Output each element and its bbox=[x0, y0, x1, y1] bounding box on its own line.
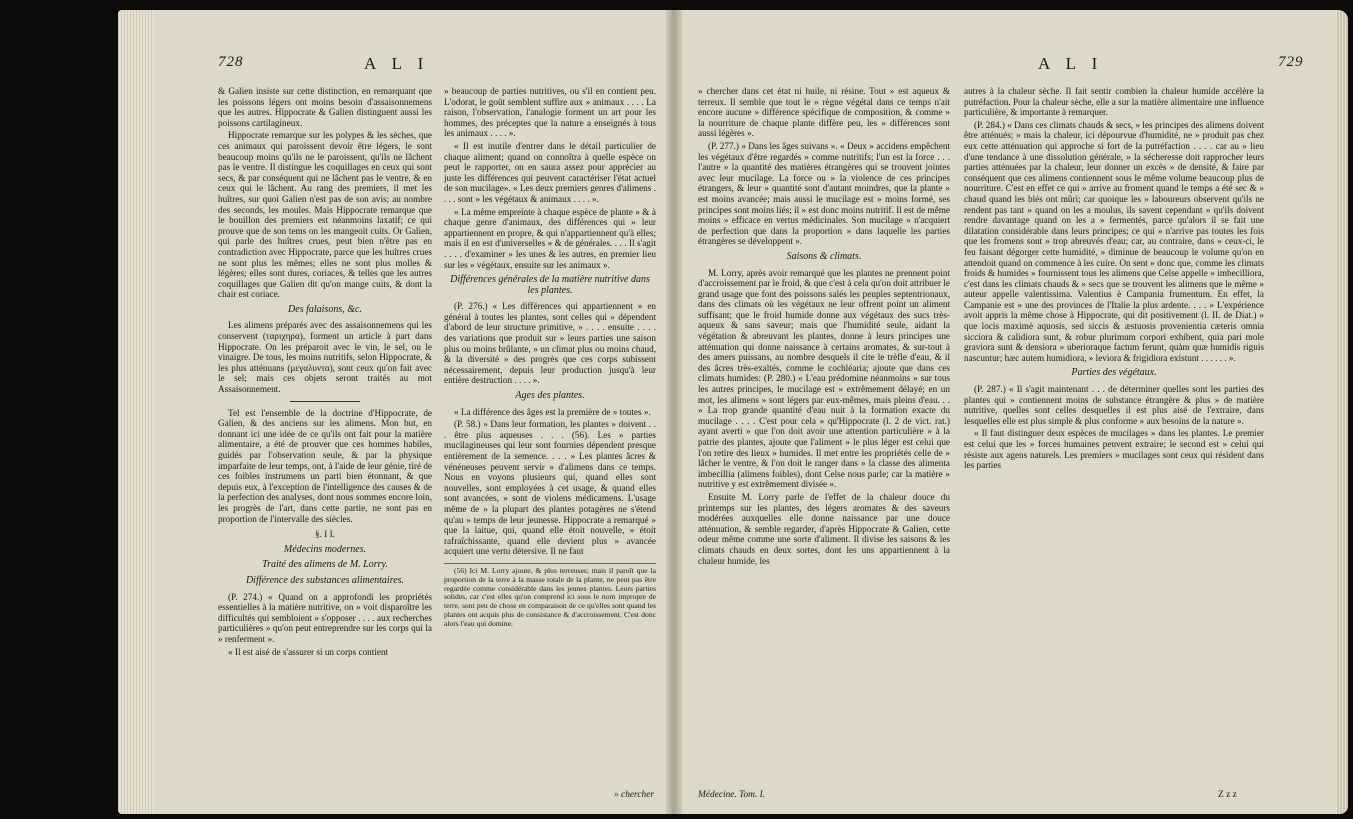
paragraph: Les alimens préparés avec des assaisonnemens qui les conservent (ταριχηρα), forment un article à part dans Hippocrate. On les préparoit avec le vin, le sel, ou le vinaigre. De tous, les moins nutritifs, selon Hippocrate, & les plus atténuans (μεγαλυντα), sont ceux qu'on fait avec le sel; mais ces objets seront traités au mot Assaisonnement. bbox=[218, 320, 432, 395]
page-edges-left bbox=[118, 10, 154, 814]
right-page-number: 729 bbox=[1278, 54, 1304, 70]
section-heading: Différences générales de la matière nutritive dans les plantes. bbox=[450, 274, 650, 296]
paragraph: « La différence des âges est la première de » toutes ». bbox=[454, 406, 651, 417]
section-heading: Saisons & climats. bbox=[786, 250, 862, 262]
paragraph: » chercher dans cet état ni huile, ni résine. Tout » est aqueux & terreux. Il semble que tout le » règne végétal dans ce temps n'ait encore aucune » différence spécifique de composition, & comme » la nourriture de chaque plante diffère peu, les » différences sont aussi légères ». bbox=[698, 86, 950, 139]
paragraph: (P. 58.) » Dans leur formation, les plantes » doivent . . . être plus aqueuses . . . (56). Les » parties mucilagineuses qui leur sont fournies dépendent presque entièrement de la semence. . . . » Les plantes âcres & vénéneuses peuvent servir » d'alimens dans ce temps. Nous en voyons plusieurs qui, quand elles sont nouvelles, sont employées à cet usage, & quand elles sont avancées, » sont de violens médicamens. L'usage même de » la plupart des plantes potagères ne s'étend qu'au » temps de leur jeunesse. Hippocrate a remarqué » que la laitue, qui, quand elle étoit nouvelle, » étoit rafraîchissante, quand elle devient plus » avancée acquiert une vertu détersive. Il ne faut bbox=[444, 419, 656, 557]
paragraph: autres à la chaleur sèche. Il fait sentir combien la chaleur humide accélère la putréfaction. Pour la chaleur sèche, elle a sur la matière alimentaire une influence particulière, & importante à remarquer. bbox=[964, 86, 1264, 118]
paragraph: (P. 287.) « Il s'agit maintenant . . . de déterminer quelles sont les parties des plantes qui » contiennent moins de substance étrangère & plus » de matière nutritive, quelles sont celles desquelles il est plus aisé de l'extraire, dans lesquelles elle est plus simple & plus conforme » aux besoins de la nature ». bbox=[964, 384, 1264, 426]
paragraph: « La même empreinte à chaque espèce de plante » & à chaque genre d'animaux, des différences qui » leur appartiennent en propre, & qui n'appartiennent qu'à elles; mais il en est d'universelles » & de générales. . . . Il s'agit . . . . d'examiner » les unes & les autres, en premier lieu sur les » végétaux, ensuite sur les animaux ». bbox=[444, 206, 656, 270]
signature-line: Médecine. Tom. I. bbox=[698, 790, 766, 800]
right-column-1 bbox=[698, 86, 950, 798]
paragraph: « Il faut distinguer deux espèces de mucilages » dans les plantes. Le premier est celui que les » forces humaines peuvent extraire; le second est » celui qui résiste aux agens naturels. Les premiers » mucilages sont ceux qui résident dans les parties bbox=[964, 428, 1264, 471]
paragraph: (P. 277.) » Dans les âges suivans ». « Deux » accidens empêchent les végétaux d'être regardés » comme nutritifs; l'un est la force . . . l'autre » la quantité des matières étrangères qui se trouvent jointes avec leur mucilage. La force ou » la violence de ces principes étrangers, & leur » quantité sont d'autant moindres, que la plante » est moins avancée; mais aussi le mucilage est » moins formé, ses principes sont moins liés; il » est donc moins nutritif. Il est de même moins » efficace en vertus médicinales. Son mucilage » n'acquiert de perfection que dans la proportion » dans laquelle les parties étrangères se développent ». bbox=[698, 140, 950, 247]
left-page bbox=[154, 10, 668, 814]
section-heading: Des falaisons, &c. bbox=[288, 303, 362, 315]
left-column-1 bbox=[218, 86, 432, 806]
signature-mark: Z z z bbox=[1218, 790, 1237, 800]
section-heading: Médecins modernes. bbox=[283, 543, 367, 555]
left-page-number: 728 bbox=[218, 54, 244, 70]
right-page bbox=[678, 10, 1336, 814]
paragraph: (P. 284.) « Dans ces climats chauds & secs, » les principes des alimens doivent être atténués; » mais la chaleur, ici dépourvue d'humidité, ne » produit pas chez eux cette atténuation qui approche si fort de la putréfaction . . . . car au » lieu d'une tendance à une dissolution générale, » la sécheresse doit rapprocher leurs parties atténuées par la chaleur, leur donner un excès » de densité, & faire par conséquent que ces alimens contiennent sous le même volume beaucoup plus de nourriture. C'est en effet ce qui » arrive au froment quand le temps a été sec & » chaud quand les blés ont mûri; car quoique les » laboureurs observent qu'ils ne rendent pas tant » quand on les a moulus, ils savent cependant » qu'ils doivent rendre davantage quand on les a » fermentés, parce qu'alors il se fait une dilatation considérable dans leurs principes; ce qui » n'arrive pas toutes les fois que les fromens sont » trop abreuvés d'eau; car, au contraire, dans » ceux-ci, le feu faisant dégorger cette humidité, » diminue de beaucoup le volume qu'on en attendoit quand on commence à les cuire. On sent » donc que, comme les climats froids & humides » fournissent tous les alimens que Celse appelle » imbecilliora, c'est dans les climats chauds & » secs que se trouvent les alimens que le même » auteur appelle valentissima. Valentius è Campania frumentum. En effet, la Campanie est » une des provinces de l'Italie la plus ardente. . . . » L'expérience avoit appris la même chose à Hippocrate, qui dit positivement (l. II. de Diat.) » que locis maximè aquosis, sed siccis & æstuosis provenientia cæteris omnia sicciora & calidiora sunt, & robur plurimum corpori exhibent, quia pari mole graviora sunt & densiora » uberioraque factum ferunt, quàm quæ humidis riguis nascuntur; hæc autem humidiora, » leviora & frigidiora existunt . . . . . . ». bbox=[964, 119, 1264, 363]
paragraph: (P. 274.) « Quand on a approfondi les propriétés essentielles à la matière nutritive, on » voit disparoître les difficultés qui sembloient » s'opposer . . . . aux recherches particulières » qu'on peut entreprendre sur les corps qui la » renferment ». bbox=[218, 591, 432, 644]
right-running-head: A L I bbox=[1038, 54, 1104, 73]
paragraph: Tel est l'ensemble de la doctrine d'Hippocrate, de Galien, & des anciens sur les alimens. Mon but, en donnant ici une idée de ce qu'ils ont fait pour la matière alimentaire, a été de prouver que ces hommes habiles, guidés par l'observation seule, & par la physique imparfaite de leur temps, ont, à l'aide de leur génie, tiré de ces foibles instrumens un parti bien étonnant, & que depuis eux, à l'exception de l'intelligence des causes & de la perfection des analyses, dont nous sommes encore loin, les progrès de l'art, dans cette partie, ne sont pas en proportion de l'intervalle des siècles. bbox=[218, 407, 432, 524]
section-heading: Parties des végétaux. bbox=[1071, 367, 1157, 379]
left-running-head: A L I bbox=[364, 54, 430, 73]
book-spread bbox=[118, 10, 1348, 814]
paragraph: » beaucoup de parties nutritives, ou s'il en contient peu. L'odorat, le goût semblent suffire aux » animaux . . . . La raison, l'observation, l'analogie forment un art pour les hommes, des préceptes que la nature a enseignés à tous les animaux . . . . ». bbox=[444, 86, 656, 139]
section-heading: Traité des alimens de M. Lorry. bbox=[262, 559, 388, 571]
right-column-2 bbox=[964, 86, 1264, 786]
section-heading: Ages des plantes. bbox=[515, 390, 585, 402]
paragraph: & Galien insiste sur cette distinction, en remarquant que les poissons légers ont moins besoin d'assaisonnemens que les autres. Hippocrate & Galien distinguent aussi les poissons cartilagineux. bbox=[218, 86, 432, 128]
section-number: §. I I. bbox=[315, 529, 335, 540]
paragraph: M. Lorry, après avoir remarqué que les plantes ne prennent point d'accroissement par le froid, & que c'est à cela qu'on doit attribuer le grand usage que font des poissons salés les peuples septentrionaux, dans des climats où les végétaux ne leur offrent point un aliment suffisant; que le froid humide donne aux végétaux des sucs très-aqueux & sans saveur; mais que l'humidité seule, aidant la végétation & abreuvant les plantes, donne à leurs principes une atténuation qui donne naissance à certains aromates, & sur-tout à des amers puissans, au nombre desquels il cite le trèfle d'eau, & il des âcres très-exaltés, comme le cochléaria; ajoute que dans ces climats humides: (P. 280.) « L'eau prédomine néanmoins » sur tous les autres principes, le mucilage est » extrêmement délayé; en un mot, les alimens » sont légers par eux-mêmes, mais pleins d'eau. . . » La trop grande quantité d'eau nuit à la formation exacte du mucilage . . . . C'est pour cela » qu'Hippocrate (l. 2 de vict. rat.) ayant averti » que l'on doit avoir une attention particulière » à la patrie des plantes, ajoute que l'aliment » le plus léger est celui que l'on retire des lieux » humides. Il met entre les propriétés celle de » lâcher le ventre, & l'on doit le ranger dans » la classe des alimenta imbecillia (alimens foibles), dont Celse nous parle; car la matière » nutritive y est extrêmement divisée ». bbox=[698, 267, 950, 490]
section-heading: Différence des substances alimentaires. bbox=[245, 574, 405, 586]
footnote: (56) Ici M. Lorry ajoute, & plus terreuses; mais il paroît que la proportion de la terre à la masse totale de la plante, ne peut pas être regardée comme considérable dans les jeunes plantes. Leurs parties solides, car c'est elles qu'on comprend ici sous le nom impropre de terre, sont peu de chose en comparaison de ce qu'elles sont quand les plantes ont acquis plus de consistance & d'accroissement. C'est donc alors l'eau qui domine. bbox=[444, 563, 656, 629]
paragraph: (P. 276.) « Les différences qui appartiennent » en général à toutes les plantes, sont celles qui » dépendent d'abord de leur structure primitive, » . . . . ensuite . . . . des variations que produit sur » leurs parties une saison plus ou moins brûlante, » un climat plus ou moins chaud, & la diversité » des progrès que ces corps subissent nécessairement, depuis leur production jusqu'à leur entière destruction . . . . ». bbox=[444, 301, 656, 386]
paragraph: « Il est aisé de s'assurer si un corps contient bbox=[228, 646, 389, 657]
page-edges-right bbox=[1336, 10, 1348, 814]
paragraph: « Il est inutile d'entrer dans le détail particulier de chaque aliment; quand on connoîtra à quelle espèce on peut le rapporter, on en saura assez pour apprécier au juste les différences qui peuvent caractériser l'état actuel de son mucilage». « Les deux premiers genres d'alimens . . . . sont » les végétaux & animaux . . . . ». bbox=[444, 140, 656, 204]
divider-rule bbox=[290, 401, 360, 402]
paragraph: Ensuite M. Lorry parle de l'effet de la chaleur douce du printemps sur les plantes, des légers aromates & des saveurs modérées auxquelles elle donne naissance par une douce atténuation, & semble regarder, d'après Hippocrate & Galien, cette odeur même comme une sorte d'aliment. Il divise les saisons & les climats chauds en deux sortes, dont les uns appartiennent à la chaleur humide, les bbox=[698, 491, 950, 566]
left-column-2 bbox=[444, 86, 656, 786]
paragraph: Hippocrate remarque sur les polypes & les sèches, que ces animaux qui paroissent devoir être légers, le sont beaucoup moins qu'ils ne le paroissent, qu'ils ne lâchent pas le ventre. Il distingue les coquillages en ceux qui sont secs, & par conséquent qui ne lâchent pas le ventre, & en ceux qui le lâchent. Au rang des premiers, il met les huîtres, sur quoi Galien n'est pas de son avis; au nombre des seconds, les moules. Mais Hippocrate remarque que le bouillon des premiers est néanmoins laxatif; ce qui prouve que de son tems on les mangeoit cuits. Or Galien, qui parle des huîtres crues, peut bien n'être pas en contradiction avec Hippocrate, parce que les huîtres crues ne sont plus les mêmes; elles ne sont plus molles & légères; elles sont dures, coriaces, & telles que les autres coquillages que Galien dit qu'on mange cuits, & dont la chair est coriace. bbox=[218, 130, 432, 300]
catchword: » chercher bbox=[614, 790, 654, 800]
